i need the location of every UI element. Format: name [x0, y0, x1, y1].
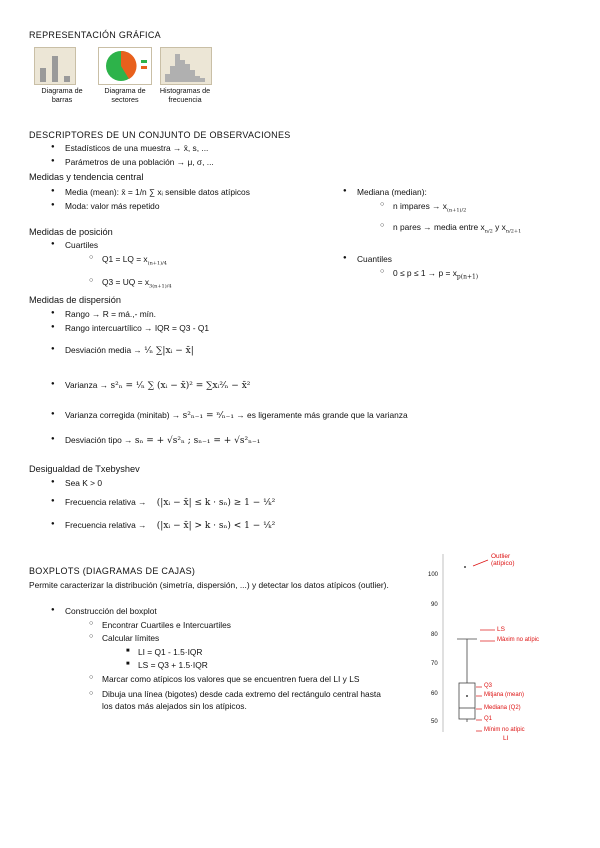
impares-label: n impares → x — [393, 201, 447, 211]
tick-70: 70 — [431, 661, 438, 667]
item-var-corregida — [65, 410, 408, 421]
tick-50: 50 — [431, 719, 438, 725]
histogram-thumbnail — [160, 47, 212, 85]
item-desv-tipo — [65, 435, 260, 446]
section-title-boxplots: BOXPLOTS (DIAGRAMAS DE CAJAS) — [29, 566, 196, 576]
var-corr-label: Varianza corregida (minitab) → — [65, 410, 181, 420]
item-iqr: ● Rango intercuartílico → IQR = Q3 - Q1 — [65, 323, 209, 333]
item-cuantiles: ● Cuantiles — [357, 254, 392, 264]
item-step3: ○ Marcar como atípicos los valores que se encuentren fuera del LI y LS — [102, 674, 359, 684]
desv-tipo-formula: sₙ = + √s²ₙ ; sₙ₋₁ = + √s²ₙ₋₁ — [134, 436, 261, 446]
item-frec-rel-2 — [65, 520, 275, 531]
label-max-no-atipic: Màxim no atípic — [497, 637, 540, 643]
pares-and: y x — [495, 222, 506, 232]
fr2-formula: (|xᵢ − x̄| > k · sₙ) < 1 − ¹⁄ₖ² — [156, 521, 276, 531]
label-mitjana: Mitjana (mean) — [484, 692, 525, 698]
pie-chart-image — [99, 48, 151, 84]
section-title-dispersion: Medidas de dispersión — [29, 295, 121, 305]
item-media: ● Media (mean): x̄ = 1/n ∑ xᵢ sensible datos atípicos — [65, 187, 250, 197]
boxplot-figure — [425, 548, 545, 742]
bar-chart-thumbnail — [34, 47, 76, 85]
item-estadisticos: ● Estadísticos de una muestra → x̄, s, ... — [65, 143, 208, 153]
item-li: ■ LI = Q1 - 1.5·IQR — [138, 647, 202, 657]
cuantil-label: 0 ≤ p ≤ 1 → p = x — [393, 268, 457, 278]
q1-label: Q1 = LQ = x — [102, 254, 148, 264]
desv-media-formula: ¹⁄ₙ ∑|xᵢ − x̄| — [144, 346, 194, 356]
label-li: LI — [503, 735, 509, 742]
item-construccion: ● Construcción del boxplot — [65, 606, 157, 616]
label-atipico: (atípico) — [491, 560, 515, 567]
label-outlier: Outlier — [491, 553, 511, 560]
item-cuantil-def: ○ $0 \le p \le 1 \to p = x_{p(n+1)}$ — [393, 268, 478, 281]
item-desv-media — [65, 345, 194, 356]
caption-sectores: Diagrama de sectores — [104, 86, 146, 104]
fr2-label: Frecuencia relativa → — [65, 520, 147, 530]
varianza-formula: s²ₙ = ¹⁄ₙ ∑ (xᵢ − x̄)² = ∑xᵢ²⁄ₙ − x̄² — [110, 381, 251, 391]
item-frec-rel-1 — [65, 497, 275, 508]
tick-90: 90 — [431, 602, 438, 608]
item-sea-k: ● Sea K > 0 — [65, 478, 102, 488]
item-varianza — [65, 380, 250, 391]
histogram-image — [161, 48, 211, 84]
item-ls: ■ LS = Q3 + 1.5·IQR — [138, 660, 208, 670]
item-pares: ○ n pares → media entre $x_{n/2}$ y $x_{n/2+1}$ — [393, 222, 521, 235]
tick-80: 80 — [431, 632, 438, 638]
bar-chart-image — [35, 48, 75, 84]
caption-histogramas: Histogramas de frecuencia — [159, 86, 211, 104]
item-step1: ○ Encontrar Cuartiles e Intercuartiles — [102, 620, 231, 630]
varianza-label: Varianza → — [65, 380, 109, 390]
var-corr-note: → es ligeramente más grande que la varianza — [236, 410, 408, 420]
tick-100: 100 — [428, 572, 439, 578]
item-step2: ○ Calcular límites — [102, 633, 159, 643]
label-q1: Q1 — [484, 716, 493, 722]
desv-media-label: Desviación media → — [65, 345, 142, 355]
item-q1: ○ Q1 = LQ = $x_{(n+1)/4}$ — [102, 254, 167, 267]
section-title-posicion: Medidas de posición — [29, 227, 113, 237]
section-title-descriptores: DESCRIPTORES DE UN CONJUNTO DE OBSERVACIONES — [29, 130, 291, 140]
item-rango: ● Rango → R = má.,- mín. — [65, 309, 156, 319]
section-title-txebyshev: Desigualdad de Txebyshev — [29, 464, 140, 474]
label-mediana: Mediana (Q2) — [484, 705, 521, 711]
item-impares: ○ n impares → $x_{(n+1)/2}$ — [393, 201, 466, 214]
label-min-no-atipic: Mínim no atípic — [484, 727, 525, 733]
section-title-grafica: REPRESENTACIÓN GRÁFICA — [29, 30, 161, 40]
item-parametros: ● Parámetros de una población → μ, σ, ... — [65, 157, 214, 167]
label-q3: Q3 — [484, 683, 493, 689]
item-q3: ○ Q3 = UQ = $x_{3(n+1)/4}$ — [102, 277, 172, 290]
pares-label: n pares → media entre x — [393, 222, 485, 232]
tick-60: 60 — [431, 691, 438, 697]
pie-chart-thumbnail — [98, 47, 152, 85]
label-ls: LS — [497, 626, 505, 633]
caption-barras: Diagrama de barras — [41, 86, 83, 104]
item-cuartiles: ● Cuartiles — [65, 240, 98, 250]
q3-label: Q3 = UQ = x — [102, 277, 150, 287]
item-mediana: ● Mediana (median): — [357, 187, 427, 197]
boxplots-intro: Permite caracterizar la distribución (simetría, dispersión, ...) y detectar los datos atípicos (outlier). — [29, 580, 389, 590]
fr1-formula: (|xᵢ − x̄| ≤ k · sₙ) ≥ 1 − ¹⁄ₖ² — [156, 498, 276, 508]
section-title-tendencia: Medidas y tendencia central — [29, 172, 144, 182]
item-moda: ● Moda: valor más repetido — [65, 201, 160, 211]
fr1-label: Frecuencia relativa → — [65, 497, 147, 507]
var-corr-formula: s²ₙ₋₁ = ⁿ⁄ₙ₋₁ — [182, 411, 234, 421]
item-step4: ○ Dibuja una línea (bigotes) desde cada extremo del rectángulo central hasta los datos más alejados sin los atípicos. — [102, 688, 392, 712]
desv-tipo-label: Desviación tipo → — [65, 435, 133, 445]
